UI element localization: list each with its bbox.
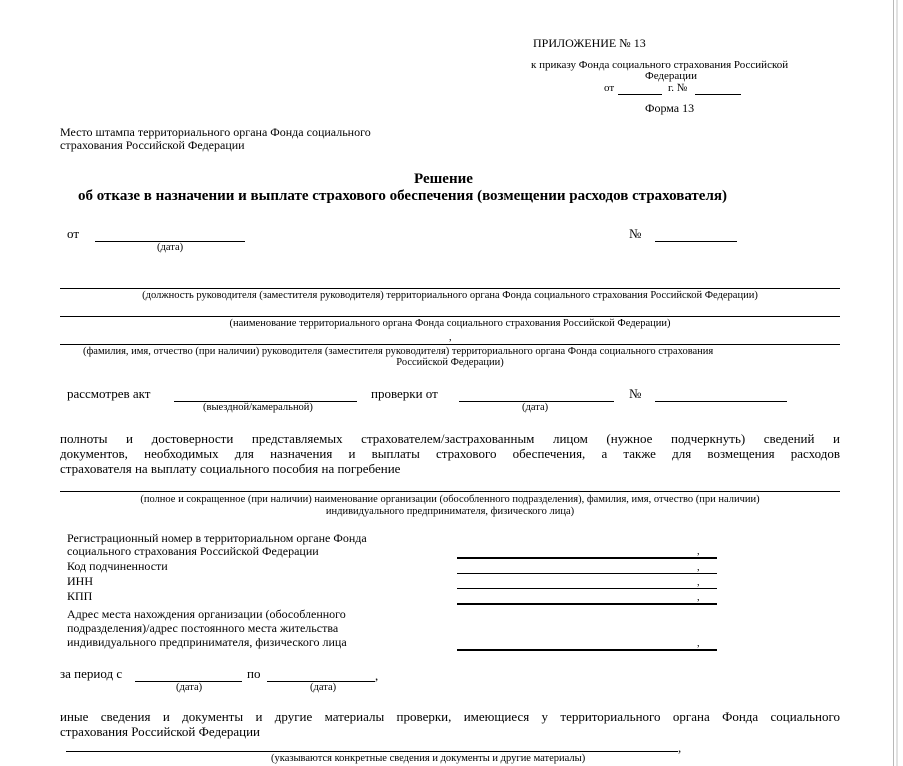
reg-number-label-line1: Регистрационный номер в территориальном органе Фонда <box>67 531 367 545</box>
inn-blank <box>457 588 717 589</box>
other-materials-comma: , <box>678 740 682 755</box>
order-date-blank <box>618 94 662 95</box>
page-shadow-right <box>896 0 898 766</box>
head-fio-caption-line1: (фамилия, имя, отчество (при наличии) руководителя (заместителя руководителя) территориального органа Фонда социального страхования <box>83 346 714 357</box>
kpp-blank <box>457 603 717 605</box>
act-number-label: № <box>629 386 642 401</box>
document-title: Решение <box>414 171 473 187</box>
organization-blank <box>60 491 840 492</box>
period-from-caption: (дата) <box>176 682 203 693</box>
inn-label: ИНН <box>67 574 93 588</box>
order-reference-line1: к приказу Фонда социального страхования Российской <box>531 59 789 71</box>
decision-date-label: от <box>67 226 80 241</box>
document-subtitle: об отказе в назначении и выплате страхового обеспечения (возмещении расходов страхователя) <box>78 188 727 204</box>
position-caption: (должность руководителя (заместителя руководителя) территориального органа Фонда социального страхования Российской Федерации) <box>142 290 758 301</box>
decision-number-blank <box>655 241 737 242</box>
form-number: Форма 13 <box>645 101 695 115</box>
kpp-comma: , <box>697 592 700 603</box>
period-comma: , <box>375 668 379 683</box>
order-number-blank <box>695 94 741 95</box>
considered-act-label: рассмотрев акт <box>67 386 151 401</box>
position-blank <box>60 288 840 289</box>
stamp-place-line2: страхования Российской Федерации <box>60 138 245 152</box>
page-edge-right <box>893 0 894 766</box>
period-from-label: за период с <box>60 666 123 681</box>
reg-number-blank <box>457 557 717 559</box>
order-year-number: г. № <box>668 82 688 94</box>
paragraph-completeness-line2: документов, необходимых для назначения и выплаты страхового обеспечения, а также для возмещения расходов <box>60 446 840 461</box>
subordination-code-comma: , <box>697 562 700 573</box>
kpp-label: КПП <box>67 589 93 603</box>
head-fio-caption-line2: Российской Федерации) <box>396 357 504 368</box>
organization-caption-line1: (полное и сокращенное (при наличии) наименование организации (обособленного подразделения), фамилия, имя, отчество (при наличии) <box>140 494 760 505</box>
organ-name-comma: , <box>449 332 452 343</box>
other-materials-blank <box>66 751 678 752</box>
reg-number-label-line2: социального страхования Российской Федерации <box>67 544 319 558</box>
reg-number-comma: , <box>697 546 700 557</box>
period-to-caption: (дата) <box>310 682 337 693</box>
address-label-line1: Адрес места нахождения организации (обособленного <box>67 607 346 621</box>
head-fio-blank <box>60 344 840 345</box>
address-comma: , <box>697 638 700 649</box>
organization-caption-line2: индивидуального предпринимателя, физического лица) <box>325 506 575 517</box>
appendix-label: ПРИЛОЖЕНИЕ № 13 <box>533 36 646 50</box>
act-type-caption: (выездной/камеральной) <box>203 402 313 413</box>
check-date-caption: (дата) <box>522 402 549 413</box>
address-blank <box>457 649 717 651</box>
paragraph-completeness-line1: полноты и достоверности представляемых страхователем/застрахованным лицом (нужное подчеркнуть) сведений и <box>60 431 840 446</box>
subordination-code-blank <box>457 573 717 574</box>
inn-comma: , <box>697 577 700 588</box>
paragraph-other-materials-line2: страхования Российской Федерации <box>60 724 260 739</box>
address-label-line2: подразделения)/адрес постоянного места жительства <box>67 621 339 635</box>
paragraph-other-materials-line1: иные сведения и документы и другие материалы проверки, имеющиеся у территориального органа Фонда социального <box>60 709 840 724</box>
order-reference-line2: Федерации <box>645 70 697 82</box>
act-number-blank <box>655 401 787 402</box>
organ-name-blank <box>60 316 840 317</box>
period-to-label: по <box>247 666 261 681</box>
address-label-line3: индивидуального предпринимателя, физического лица <box>67 635 347 649</box>
organ-name-caption: (наименование территориального органа Фонда социального страхования Российской Федерации) <box>229 318 671 329</box>
other-materials-caption: (указываются конкретные сведения и документы и другие материалы) <box>271 753 586 764</box>
paragraph-completeness-line3: страхователя на выплату социального пособия на погребение <box>60 461 401 476</box>
decision-date-caption: (дата) <box>157 242 184 253</box>
decision-number-label: № <box>629 226 642 241</box>
stamp-place-line1: Место штампа территориального органа Фонда социального <box>60 125 371 139</box>
check-from-label: проверки от <box>371 386 438 401</box>
order-date-from: от <box>604 82 615 94</box>
subordination-code-label: Код подчиненности <box>67 559 168 573</box>
